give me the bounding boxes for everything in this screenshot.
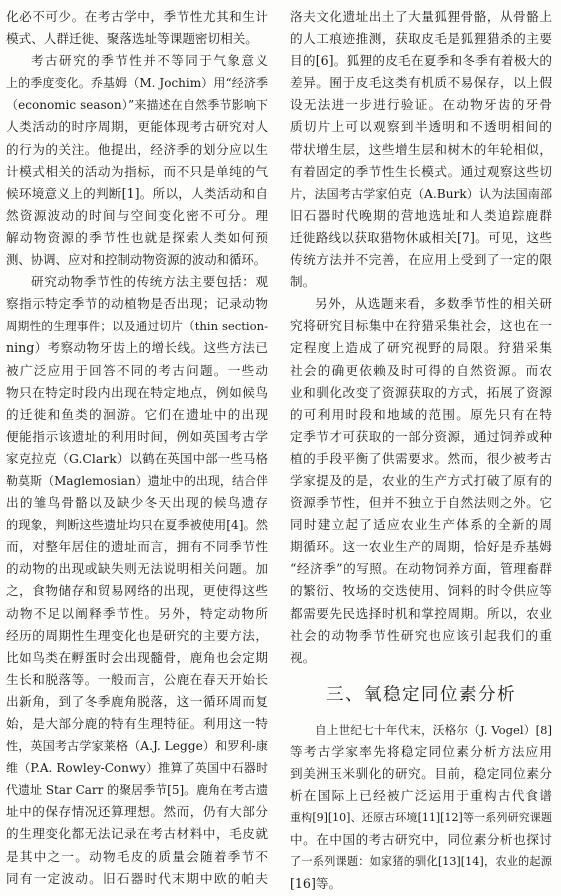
text-line: 勒莫斯（Maglemosian）遗址中的出现，结合伴 bbox=[6, 473, 268, 488]
text-line: 出新角，到了冬季鹿角脱落，这一循环周而复 bbox=[6, 693, 268, 709]
text-line: 同有一定波动。旧石器时代末期中欧的帕夫 bbox=[6, 870, 268, 886]
text-line: 到美洲玉米驯化的研究。目前，稳定同位素分 bbox=[290, 766, 552, 781]
text-line: 旧石器时代晚期的营地选址和人类追踪鹿群 bbox=[290, 207, 552, 223]
text-line: 址中的保存情况还算理想。然而，仍有大部分 bbox=[6, 804, 268, 820]
text-line: 便能指示该遗址的利用时间，例如英国考古学 bbox=[6, 428, 268, 444]
text-line: 制。 bbox=[290, 274, 316, 290]
text-line: 植的手段平衡了供需要求。然而，很少被考古 bbox=[290, 450, 552, 466]
text-line: 的行为的关注。他提出，经济季的划分应以生 bbox=[6, 141, 268, 157]
text-line: 察指示特定季节的动植物是否出现；记录动物 bbox=[6, 296, 268, 312]
text-line: 洛夫文化遗址出土了大量狐狸骨骼，从骨骼上 bbox=[290, 9, 552, 24]
text-line: 业和驯化改变了资源获取的方式，拓展了资源 bbox=[290, 384, 552, 400]
text-line: 研究动物季节性的传统方法主要包括：观 bbox=[31, 274, 268, 290]
text-line: 带状增生层，这些增生层和树木的年轮相似， bbox=[290, 141, 552, 157]
text-line: 期循环。这一农业生产的周期，恰好是乔基姆 bbox=[290, 539, 552, 555]
right-column-bottom bbox=[290, 719, 552, 896]
text-line: 的可利用时段和地域的范围。原先只有在特 bbox=[290, 406, 552, 422]
text-line: 测、协调、应对和控制动物资源的波动和循环。 bbox=[6, 252, 267, 268]
text-line: 自上世纪七十年代末，沃格尔（J. Vogel）[8] bbox=[315, 722, 552, 737]
text-line: “经济季”的写照。在动物饲养方面，管理畜群 bbox=[290, 561, 552, 577]
text-line: 的动物的出现或缺失则无法说明相关问题。加 bbox=[6, 561, 268, 577]
text-line: 片，法国考古学家伯克（A.Burk）认为法国南部 bbox=[290, 186, 552, 201]
text-line: 物只在特定时段内出现在特定地点，例如候鸟 bbox=[6, 384, 268, 400]
text-line: 的人工痕迹推测，获取皮毛是狐狸猎杀的主要 bbox=[290, 31, 552, 47]
text-line: 的繁衍、牧场的交迭使用、饲料的时令供应等 bbox=[290, 583, 552, 599]
text-line: 维（P.A. Rowley-Conwy）推算了英国中石器时 bbox=[6, 761, 268, 776]
text-line: 另外，从选题来看，多数季节性的相关研 bbox=[315, 296, 552, 312]
text-line: 比如鸟类在孵蛋时会出现髓骨，鹿角也会定期 bbox=[6, 649, 268, 665]
text-line: 定程度上造成了研究视野的局限。狩猎采集 bbox=[290, 340, 552, 356]
text-line: 的生理变化都无法记录在考古材料中，毛皮就 bbox=[6, 826, 268, 842]
text-line: 生长和脱落等。一般而言，公鹿在春天开始长 bbox=[6, 671, 268, 687]
text-line: 候环境意义上的判断[1]。所以，人类活动和自 bbox=[6, 185, 268, 201]
text-line: 重构[9][10]、还原古环境[11][12]等一系列研究课题 bbox=[290, 811, 552, 825]
text-line: 经历的周期性生理变化也是研究的主要方法， bbox=[6, 627, 268, 643]
text-line: 上的季度变化。乔基姆（M. Jochim）用“经济季 bbox=[6, 76, 268, 91]
text-line: 学家提及的是，农业的生产方式打破了原有的 bbox=[290, 472, 552, 488]
text-line: ning）考察动物牙齿上的增长线。这些方法已 bbox=[6, 340, 268, 356]
text-line: 等考古学家率先将稳定同位素分析方法应用 bbox=[290, 743, 552, 759]
text-line: 差异。囿于皮毛这类有机质不易保存，以上假 bbox=[290, 75, 552, 91]
text-line: 迁徙路线以获取猎物休戚相关[7]。可见，这些 bbox=[290, 229, 552, 245]
text-line: 同时建立起了适应农业生产体系的全新的周 bbox=[290, 517, 552, 533]
text-line: 人类活动的时序周期，更能体现考古研究对人 bbox=[6, 119, 268, 135]
text-line: 被广泛应用于回答不同的考古问题。一些动 bbox=[6, 362, 268, 378]
text-line: 社会的确更依赖及时可得的自然资源。而农 bbox=[290, 362, 552, 378]
text-line: 性，英国考古学家莱格（A.J. Legge）和罗利-康 bbox=[6, 739, 268, 754]
text-line: 模式、人群迁徙、聚落选址等课题密切相关。 bbox=[6, 31, 258, 47]
text-line: 化必不可少。在考古学中，季节性尤其和生计 bbox=[6, 9, 268, 24]
text-line: 社会的动物季节性研究也应该引起我们的重 bbox=[290, 627, 552, 643]
text-line: 了一系列课题：如家猪的驯化[13][14]，农业的起源 bbox=[290, 855, 552, 869]
text-line: 周期性的生理事件；以及通过切片（thin section- bbox=[6, 319, 268, 334]
text-line: 定季节才可获取的一部分资源，通过饲养或种 bbox=[290, 428, 552, 444]
text-line: 质切片上可以观察到半透明和不透明相间的 bbox=[290, 119, 552, 135]
text-line: 设无法进一步进行验证。在动物牙齿的牙骨 bbox=[290, 97, 552, 113]
text-line: 代遗址 Star Carr 的聚居季节[5]。鹿角在考古遗 bbox=[6, 783, 268, 798]
text-line: 的迁徙和鱼类的洄游。它们在遗址中的出现 bbox=[6, 406, 268, 422]
text-line: [16]等。 bbox=[290, 876, 342, 892]
text-line: （economic season）”来描述在自然季节影响下 bbox=[6, 98, 268, 113]
right-column-top bbox=[290, 6, 552, 669]
text-line: 出的雏鸟骨骼以及缺少冬天出现的候鸟遗存 bbox=[6, 495, 268, 511]
text-line: 家克拉克（G.Clark）以鹤在英国中部一些马格 bbox=[6, 450, 268, 466]
text-line: 析在国际上已经被广泛运用于重构古代食谱 bbox=[290, 788, 552, 804]
text-line: 计模式相关的活动为指标，而不只是单纯的气 bbox=[6, 163, 268, 179]
text-line: 目的[6]。狐狸的皮毛在夏季和冬季有着极大的 bbox=[290, 53, 552, 69]
text-line: 考古研究的季节性并不等同于气象意义 bbox=[31, 53, 268, 69]
text-line: 都需要先民选择时机和掌控周期。所以，农业 bbox=[290, 605, 552, 621]
text-line: 究将研究目标集中在狩猎采集社会，这也在一 bbox=[290, 318, 552, 334]
text-line: 解动物资源的季节性也就是探索人类如何预 bbox=[6, 229, 268, 245]
text-line: 资源季节性，但并不独立于自然法则之外。它 bbox=[290, 495, 552, 511]
text-line: 的现象，判断这些遗址均只在夏季被使用[4]。然 bbox=[6, 518, 268, 533]
text-line: 中。在中国的考古研究中，同位素分析也探讨 bbox=[290, 832, 552, 848]
text-line: 始，是大部分鹿的特有生理特征。利用这一特 bbox=[6, 716, 268, 731]
text-line: 而，对整年居住的遗址而言，拥有不同季节性 bbox=[6, 539, 268, 555]
text-line: 有着固定的季节性生长模式。通过观察这些切 bbox=[290, 163, 552, 179]
text-line: 之，食物储存和贸易网络的出现，更使得这些 bbox=[6, 583, 268, 599]
text-line: 然资源波动的时间与空间变化密不可分。理 bbox=[6, 207, 268, 223]
text-line: 动物不足以阐释季节性。另外，特定动物所 bbox=[6, 605, 268, 621]
text-line: 是其中之一。动物毛皮的质量会随着季节不 bbox=[6, 848, 268, 864]
section-heading: 三、氧稳定同位素分析 bbox=[326, 684, 516, 705]
left-column bbox=[6, 6, 268, 890]
right-column bbox=[290, 6, 552, 896]
text-line: 视。 bbox=[290, 649, 316, 665]
text-line: 传统方法并不完善，在应用上受到了一定的限 bbox=[290, 252, 552, 268]
